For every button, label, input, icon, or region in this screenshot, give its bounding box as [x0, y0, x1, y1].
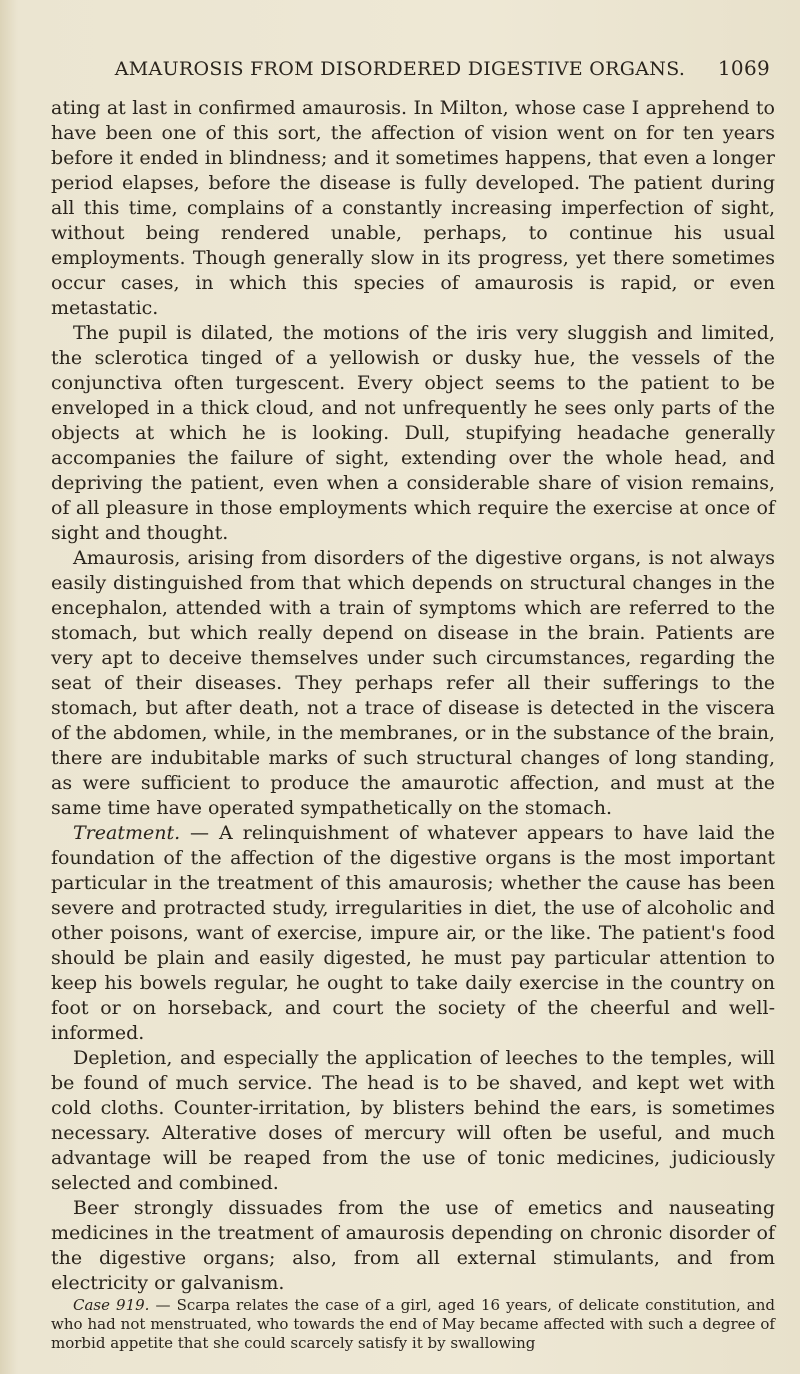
paragraph: Depletion, and especially the application of leeches to the temples, will be found of much service. The head is to be shaved, and kept wet with cold cloths. Counter-irritation, by blisters behind the ears, is sometimes necessary. Alterative doses of mercury will often be useful, and much advantage will be reaped from the use of tonic medicines, judiciously selected and combined. — [51, 1047, 775, 1194]
running-header — [0, 56, 800, 80]
section-heading-treatment: Treatment. — [73, 822, 181, 844]
page-body — [51, 96, 775, 1353]
case-note — [51, 1296, 775, 1353]
paragraph: Amaurosis, arising from disorders of the digestive organs, is not always easily distinguished from that which depends on structural changes in the encephalon, attended with a train of symptoms which are referred to the stomach, but which really depend on disease in the brain. Patients are very apt to deceive themselves under such circumstances, regarding the seat of their diseases. They perhaps refer all their sufferings to the stomach, but after death, not a trace of disease is detected in the viscera of the abdomen, while, in the membranes, or in the substance of the brain, there are indubitable marks of such structural changes of long standing, as were sufficient to produce the amaurotic affection, and must at the same time have operated sympathetically on the stomach. — [51, 547, 775, 819]
case-note-text: — Scarpa relates the case of a girl, aged 16 years, of delicate constitution, and who had not menstruated, who towards the end of May became affected with such a degree of morbid appetite that she could scarcely satisfy it by swallowing — [51, 1296, 775, 1352]
paragraph-text: — A relinquishment of whatever appears to have laid the foundation of the affection of the digestive organs is the most important particular in the treatment of this amaurosis; whether the cause has been severe and protracted study, irregularities in diet, the use of alcoholic and other poisons, want of exercise, impure air, or the like. The patient's food should be plain and easily digested, he must pay particular attention to keep his bowels regular, he ought to take daily exercise in the country on foot or on horseback, and court the society of the cheerful and well-informed. — [51, 822, 775, 1044]
paragraph: Beer strongly dissuades from the use of emetics and nauseating medicines in the treatment of amaurosis depending on chronic disorder of the digestive organs; also, from all external stimulants, and from electricity or galvanism. — [51, 1197, 775, 1294]
paragraph-treatment — [51, 821, 775, 1046]
paragraph: ating at last in confirmed amaurosis. In Milton, whose case I apprehend to have been one of this sort, the affection of vision went on for ten years before it ended in blindness; and it sometimes happens, that even a longer period elapses, before the disease is fully developed. The patient during all this time, complains of a constantly increasing imperfection of sight, without being rendered unable, perhaps, to continue his usual employments. Though generally slow in its progress, yet there sometimes occur cases, in which this species of amaurosis is rapid, or even metastatic. — [51, 97, 775, 319]
paragraph: The pupil is dilated, the motions of the iris very sluggish and limited, the sclerotica tinged of a yellowish or dusky hue, the vessels of the conjunctiva often turgescent. Every object seems to the patient to be enveloped in a thick cloud, and not unfrequently he sees only parts of the objects at which he is looking. Dull, stupifying headache generally accompanies the failure of sight, extending over the whole head, and depriving the patient, even when a considerable share of vision remains, of all pleasure in those employments which require the exercise at once of sight and thought. — [51, 322, 775, 544]
page-number: 1069 — [717, 56, 770, 80]
running-title: AMAUROSIS FROM DISORDERED DIGESTIVE ORGANS. — [114, 58, 686, 80]
case-note-label: Case 919. — [73, 1296, 150, 1314]
